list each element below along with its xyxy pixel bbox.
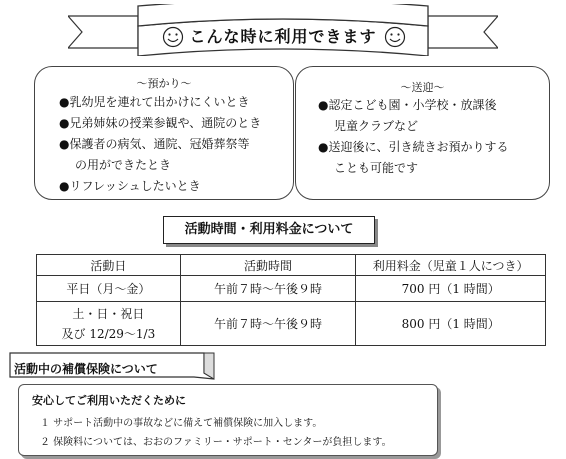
- list-item: ●乳幼児を連れて出かけにくいとき: [59, 95, 250, 109]
- care-box: [34, 66, 294, 200]
- list-item: ことも可能です: [334, 161, 419, 175]
- table-cell: [37, 302, 181, 346]
- column-header: 利用料金（児童１人につき）: [356, 255, 546, 276]
- day-label-sub: 及び 12/29～1/3: [61, 326, 156, 341]
- list-item: 児童クラブなど: [334, 119, 419, 133]
- insurance-title: 活動中の補償保険について: [14, 362, 158, 376]
- care-list: [59, 92, 261, 197]
- transport-box: [295, 66, 550, 200]
- column-header: 活動時間: [180, 255, 356, 276]
- table-cell: 午前７時～午後９時: [180, 302, 356, 346]
- insurance-line: １ サポート活動中の事故などに備えて補償保険に加入します。: [40, 418, 323, 429]
- table-row: [37, 302, 546, 346]
- table-cell: 700 円（1 時間）: [356, 276, 546, 302]
- care-box-title: ～預かり～: [136, 77, 192, 90]
- insurance-line: ２ 保険料については、おおのファミリー・サポート・センターが負担します。: [40, 437, 392, 448]
- list-item: の用ができたとき: [75, 158, 172, 172]
- list-item: ●兄弟姉妹の授業参観や、通院のとき: [59, 116, 262, 130]
- table-header-row: [37, 255, 546, 276]
- transport-box-title: ～送迎～: [400, 81, 445, 94]
- table-cell: 午前７時～午後９時: [180, 276, 356, 302]
- table-cell: 800 円（1 時間）: [356, 302, 546, 346]
- table-row: [37, 276, 546, 302]
- list-item: ●認定こども園・小学校・放課後: [318, 98, 497, 112]
- list-item: ●リフレッシュしたいとき: [59, 179, 201, 193]
- insurance-subtitle: 安心してご利用いただくために: [32, 394, 186, 407]
- day-label: 土・日・祝日: [72, 306, 145, 321]
- list-item: ●送迎後に、引き続きお預かりする: [318, 140, 509, 154]
- fee-table: [36, 254, 546, 346]
- list-item: ●保護者の病気、通院、冠婚葬祭等: [59, 137, 250, 151]
- column-header: 活動日: [37, 255, 181, 276]
- transport-list: [318, 95, 508, 179]
- fee-section-title: 活動時間・利用料金について: [163, 216, 375, 244]
- table-cell: 平日（月～金）: [37, 276, 181, 302]
- page-title: こんな時に利用できます: [189, 27, 377, 46]
